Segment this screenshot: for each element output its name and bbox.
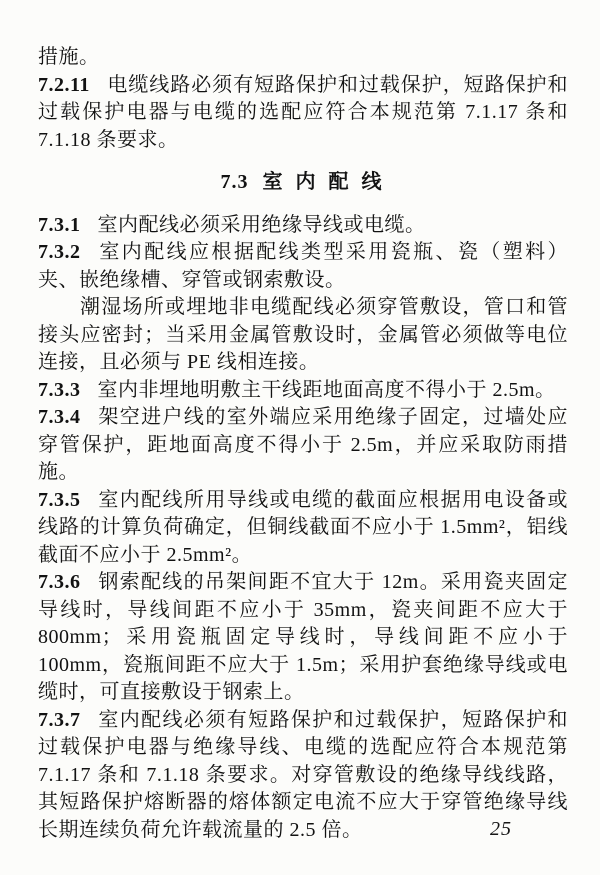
clause-number: 7.3.7 bbox=[38, 708, 81, 731]
clause-paragraph: 7.2.11 电缆线路必须有短路保护和过载保护，短路保护和过载保护电器与电缆的选配应符合本规范第 7.1.17 条和 7.1.18 条要求。 bbox=[38, 73, 568, 151]
clause-number: 7.3.4 bbox=[38, 406, 81, 428]
clause-number: 7.3.2 bbox=[38, 241, 81, 263]
clause-number: 7.2.11 bbox=[38, 73, 90, 96]
page-number: 25 bbox=[490, 818, 512, 840]
clause-paragraph: 7.3.1 室内配线必须采用绝缘导线或电缆。 bbox=[38, 213, 426, 236]
clause-paragraph: 7.3.3 室内非埋地明敷主干线距地面高度不得小于 2.5m。 bbox=[38, 378, 556, 401]
clause-paragraph: 7.3.7 室内配线必须有短路保护和过载保护，短路保护和过载保护电器与绝缘导线、电缆的选配应符合本规范第 7.1.17 条和 7.1.18 条要求。对穿管敷设的绝缘导线线路，其短路保护熔断器的熔体额定电流不应大于穿管绝缘导线长期连续负荷允许载流量的 2.5 倍。 bbox=[38, 708, 568, 841]
section-title: 室 内 配 线 bbox=[262, 171, 386, 193]
clause-number: 7.3.6 bbox=[38, 571, 81, 593]
body-paragraph: 措施。 bbox=[38, 46, 100, 68]
clause-paragraph: 7.3.5 室内配线所用导线或电缆的截面应根据用电设备或线路的计算负荷确定，但铜线截面不应小于 1.5mm²，铝线截面不应小于 2.5mm²。 bbox=[38, 488, 568, 566]
body-paragraph: 潮湿场所或埋地非电缆配线必须穿管敷设，管口和管接头应密封；当采用金属管敷设时，金属管必须做等电位连接，且必须与 PE 线相连接。 bbox=[38, 296, 568, 373]
clause-number: 7.3.3 bbox=[38, 378, 81, 401]
clause-number: 7.3.1 bbox=[38, 213, 81, 236]
clause-paragraph: 7.3.2 室内配线应根据配线类型采用瓷瓶、瓷（塑料）夹、嵌绝缘槽、穿管或钢索敷设。 bbox=[38, 241, 568, 291]
clause-number: 7.3.5 bbox=[38, 488, 81, 511]
document-body bbox=[38, 44, 568, 844]
section-heading bbox=[38, 169, 568, 197]
section-number: 7.3 bbox=[220, 171, 249, 193]
clause-paragraph: 7.3.4 架空进户线的室外端应采用绝缘子固定，过墙处应穿管保护，距地面高度不得小于 2.5m，并应采取防雨措施。 bbox=[38, 406, 568, 483]
clause-paragraph: 7.3.6 钢索配线的吊架间距不宜大于 12m。采用瓷夹固定导线时，导线间距不应小于 35mm，瓷夹间距不应大于 800mm；采用瓷瓶固定导线时，导线间距不应小于 100mm，瓷瓶间距不应大于 1.5m；采用护套绝缘导线或电缆时，可直接敷设于钢索上。 bbox=[38, 571, 568, 703]
